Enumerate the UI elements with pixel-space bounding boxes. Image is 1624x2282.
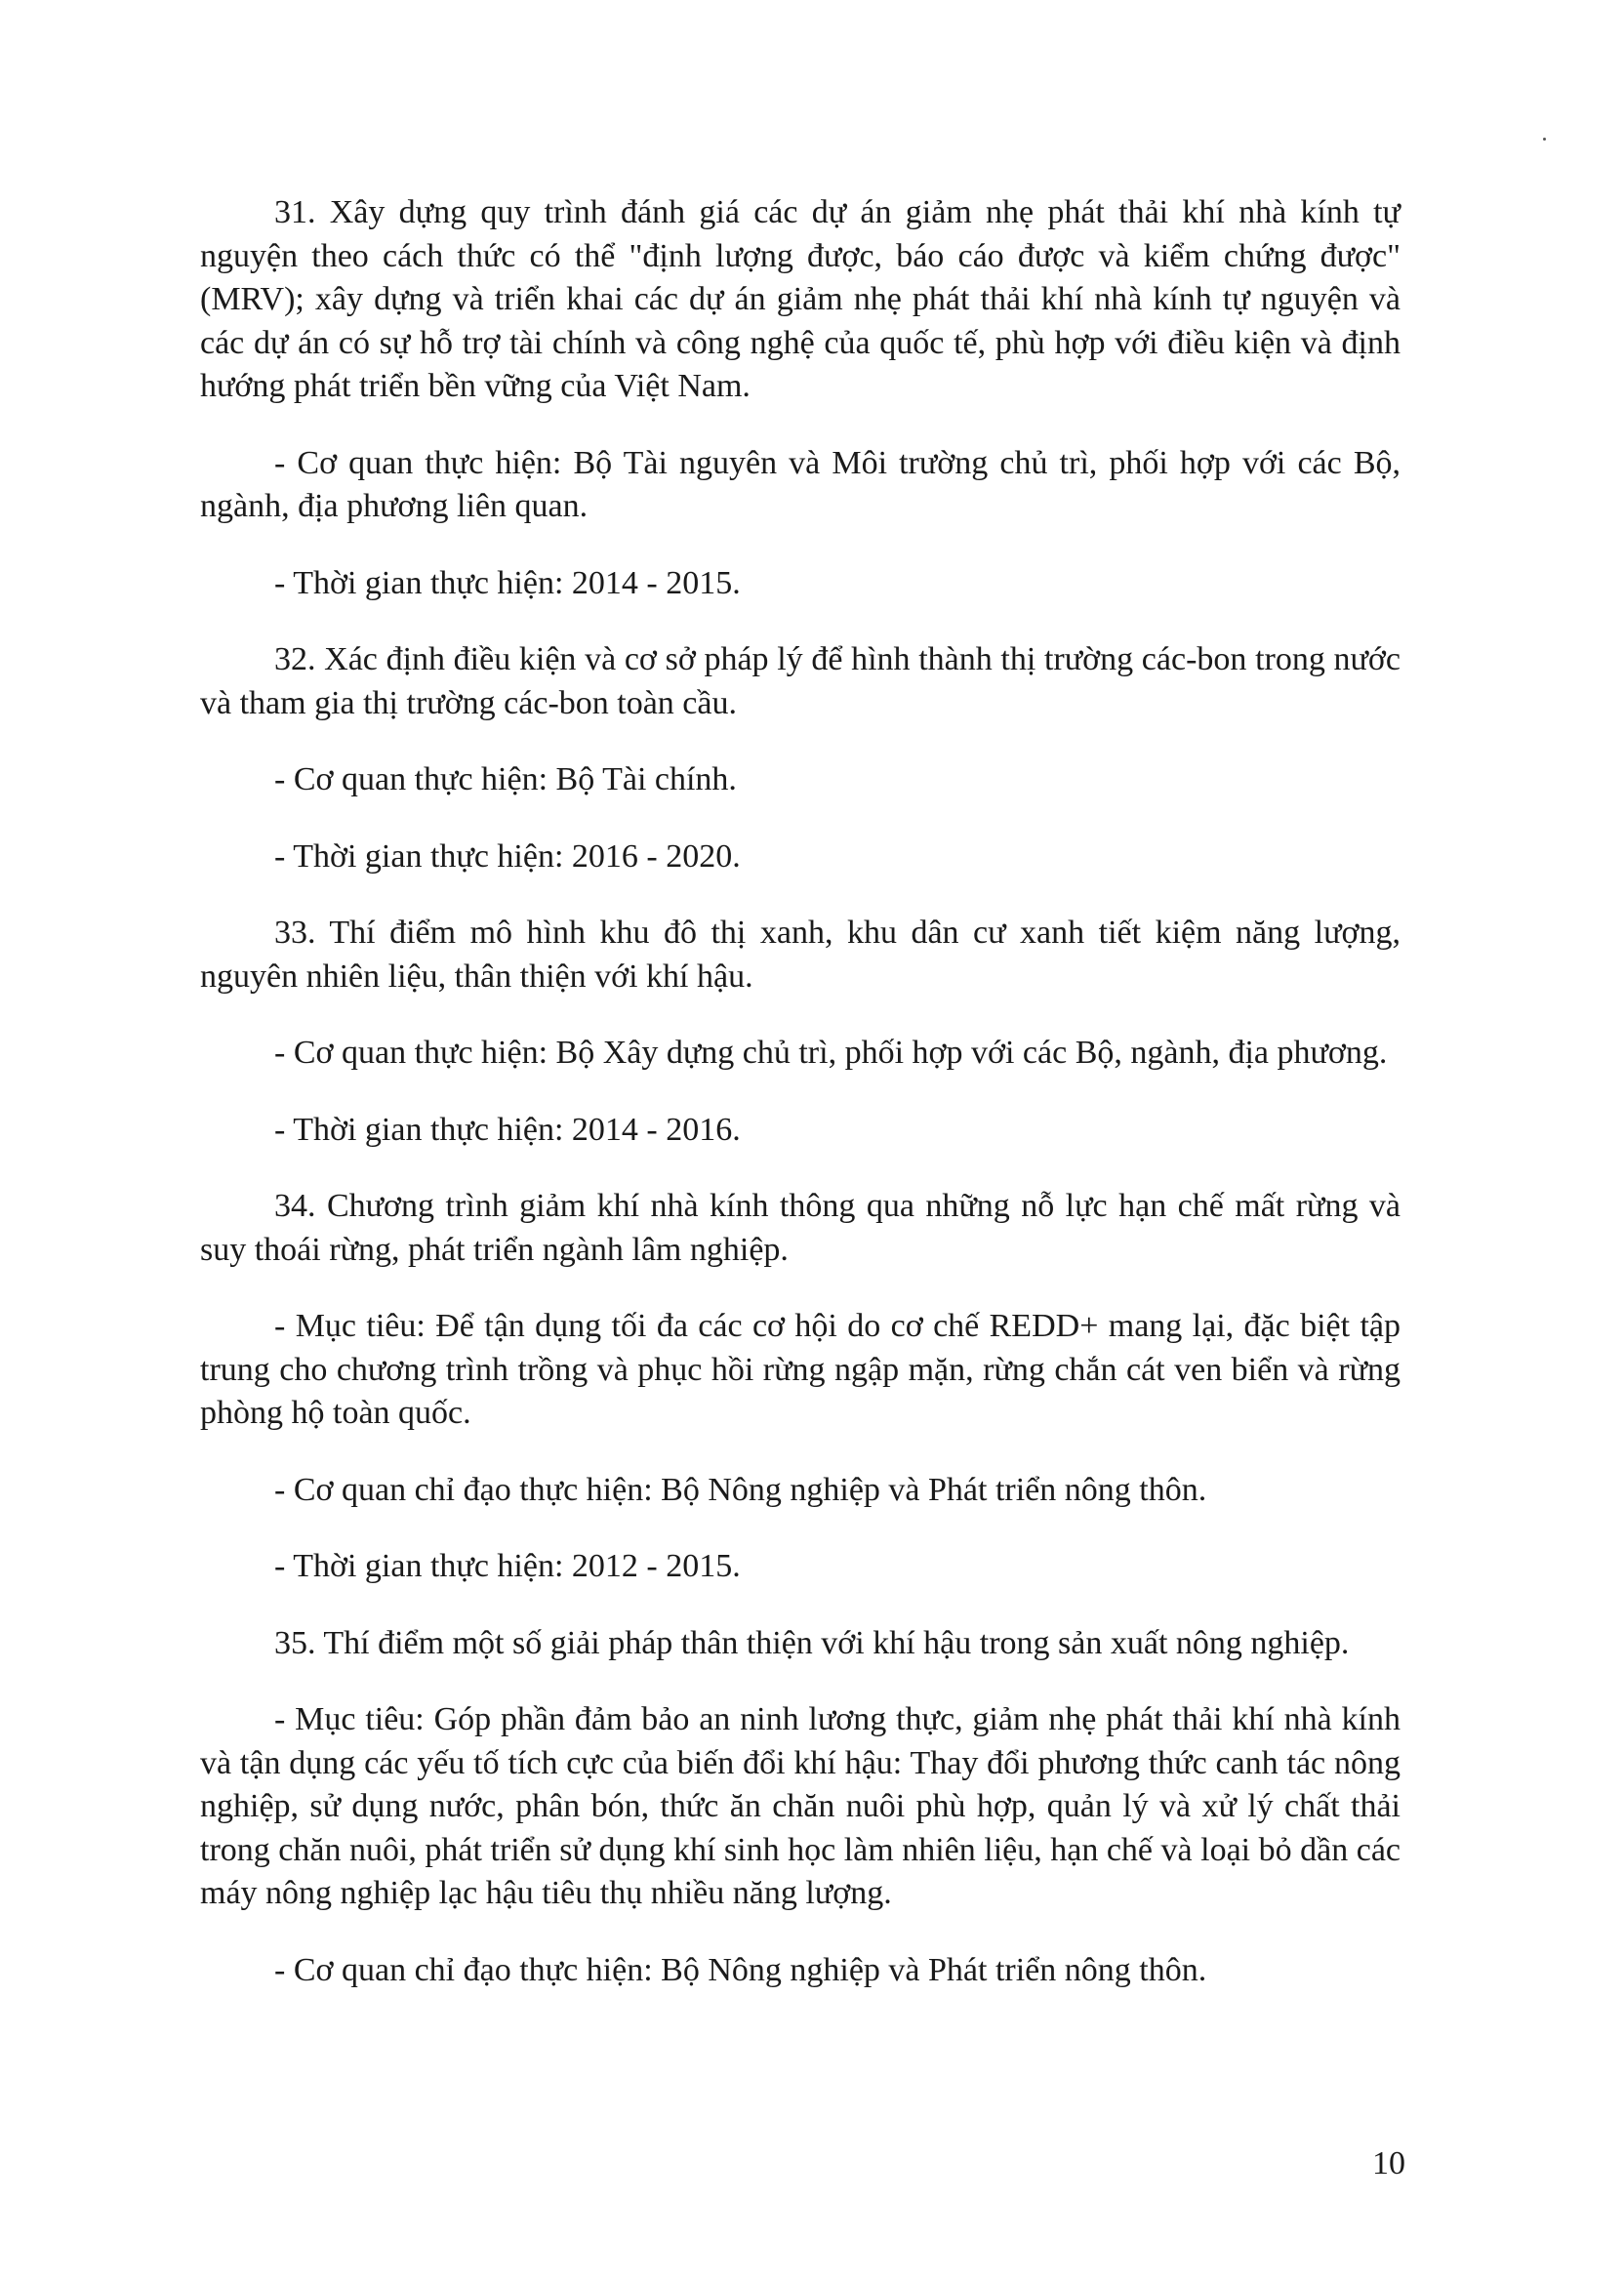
item-32-timeframe: - Thời gian thực hiện: 2016 - 2020. [274,837,741,875]
item-35-objective: - Mục tiêu: Góp phần đảm bảo an ninh lương thực, giảm nhẹ phát thải khí nhà kính và tận dụng các yếu tố tích cực của biến đổi khí hậu: Thay đổi phương thức canh tác nông nghiệp, sử dụng nước, phân bón, thức ăn chăn nuôi phù hợp, quản lý và xử lý chất thải trong chăn nuôi, phát triển sử dụng khí sinh học làm nhiên liệu, hạn chế và loại bỏ dần các máy nông nghiệp lạc hậu tiêu thụ nhiều năng lượng. [200,1701,1401,1911]
item-34-objective: - Mục tiêu: Để tận dụng tối đa các cơ hội do cơ chế REDD+ mang lại, đặc biệt tập trung cho chương trình trồng và phục hồi rừng ngập mặn, rừng chắn cát ven biển và rừng phòng hộ toàn quốc. [200,1308,1401,1431]
item-32-paragraph: 32. Xác định điều kiện và cơ sở pháp lý để hình thành thị trường các-bon trong nước và tham gia thị trường các-bon toàn cầu. [200,641,1401,721]
item-35-paragraph: 35. Thí điểm một số giải pháp thân thiện với khí hậu trong sản xuất nông nghiệp. [274,1624,1350,1661]
page-number: 10 [1372,2145,1405,2181]
item-31-agency: - Cơ quan thực hiện: Bộ Tài nguyên và Môi trường chủ trì, phối hợp với các Bộ, ngành, địa phương liên quan. [200,444,1401,524]
item-34-agency: - Cơ quan chỉ đạo thực hiện: Bộ Nông nghiệp và Phát triển nông thôn. [274,1471,1207,1508]
item-35-agency: - Cơ quan chỉ đạo thực hiện: Bộ Nông nghiệp và Phát triển nông thôn. [274,1951,1207,1988]
item-31-timeframe: - Thời gian thực hiện: 2014 - 2015. [274,564,741,601]
item-32-agency: - Cơ quan thực hiện: Bộ Tài chính. [274,761,737,797]
item-33-paragraph: 33. Thí điểm mô hình khu đô thị xanh, khu dân cư xanh tiết kiệm năng lượng, nguyên nhiên liệu, thân thiện với khí hậu. [200,915,1401,995]
scan-speck [1543,138,1546,141]
document-body [200,191,1401,2025]
item-31-paragraph: 31. Xây dựng quy trình đánh giá các dự án giảm nhẹ phát thải khí nhà kính tự nguyện theo cách thức có thể "định lượng được, báo cáo được và kiểm chứng được" (MRV); xây dựng và triển khai các dự án giảm nhẹ phát thải khí nhà kính tự nguyện và các dự án có sự hỗ trợ tài chính và công nghệ của quốc tế, phù hợp với điều kiện và định hướng phát triển bền vững của Việt Nam. [200,194,1401,404]
item-33-timeframe: - Thời gian thực hiện: 2014 - 2016. [274,1111,741,1148]
item-34-paragraph: 34. Chương trình giảm khí nhà kính thông qua những nỗ lực hạn chế mất rừng và suy thoái rừng, phát triển ngành lâm nghiệp. [200,1188,1401,1268]
item-34-timeframe: - Thời gian thực hiện: 2012 - 2015. [274,1548,741,1584]
item-33-agency: - Cơ quan thực hiện: Bộ Xây dựng chủ trì, phối hợp với các Bộ, ngành, địa phương. [274,1035,1388,1071]
